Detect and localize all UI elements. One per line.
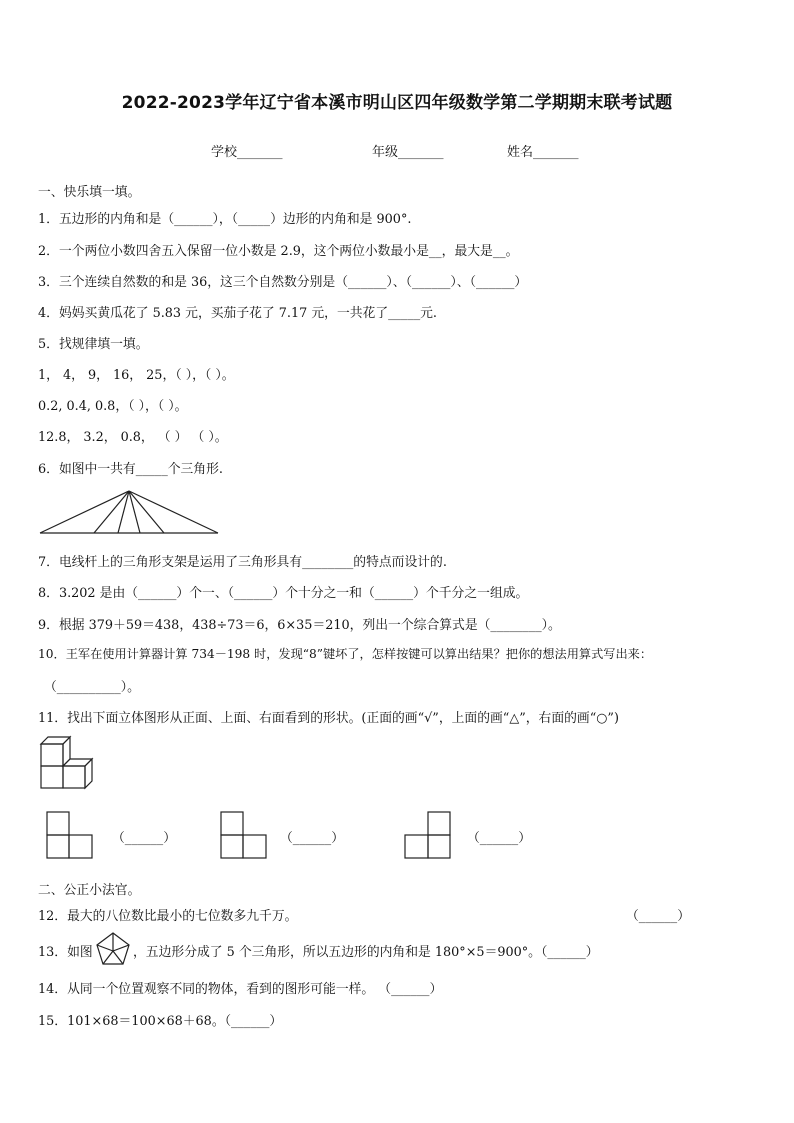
question-5: 5．找规律填一填。 xyxy=(38,337,149,352)
question-9: 9．根据 379＋59＝438，438÷73＝6，6×35＝210，列出一个综合算式是（________）。 xyxy=(38,618,561,633)
question-8: 8．3.202 是由（______）个一、（______）个十分之一和（______）个千分之一组成。 xyxy=(38,586,529,601)
triangle-figure xyxy=(38,487,220,535)
question-11: 11．找出下面立体图形从正面、上面、右面看到的形状。(正面的画“√”，上面的画“△”，右面的画“○”) xyxy=(38,711,619,726)
question-12-answer[interactable]: （______） xyxy=(626,909,690,924)
question-1: 1．五边形的内角和是（______），（_____）边形的内角和是 900°. xyxy=(38,212,412,227)
question-6: 6．如图中一共有_____个三角形. xyxy=(38,462,223,477)
question-4: 4．妈妈买黄瓜花了 5.83 元，买茄子花了 7.17 元，一共花了_____元. xyxy=(38,306,437,321)
section-2-heading: 二、公正小法官。 xyxy=(38,883,141,898)
question-2: 2．一个两位小数四舍五入保留一位小数是 2.9，这个两位小数最小是__，最大是__。 xyxy=(38,244,519,259)
question-5-row-1: 1， 4， 9， 16， 25，（ ），（ ）。 xyxy=(38,368,235,383)
pentagon-icon xyxy=(95,931,131,967)
question-5-row-3: 12.8， 3.2， 0.8， （ ） （ ）。 xyxy=(38,430,228,445)
name-field[interactable]: 姓名_______ xyxy=(507,145,579,160)
view-option-b xyxy=(219,810,269,860)
section-1-heading: 一、快乐填一填。 xyxy=(38,185,141,200)
page-title: 2022-2023学年辽宁省本溪市明山区四年级数学第二学期期末联考试题 xyxy=(121,93,673,113)
cube-solid-figure xyxy=(38,733,104,791)
grade-field[interactable]: 年级_______ xyxy=(372,145,444,160)
question-14: 14．从同一个位置观察不同的物体，看到的图形可能一样。 （______） xyxy=(38,982,443,997)
view-option-a xyxy=(45,810,95,860)
question-10: 10．王军在使用计算器计算 734－198 时，发现“8”键坏了，怎样按键可以算出结果？把你的想法用算式写出来： xyxy=(38,647,653,661)
question-3: 3．三个连续自然数的和是 36，这三个自然数分别是（______）、（______）、（______） xyxy=(38,275,528,290)
question-10-answer: （__________）。 xyxy=(44,680,140,695)
question-5-row-2: 0.2, 0.4, 0.8，（ ），（ ）。 xyxy=(38,399,188,414)
question-15: 15．101×68＝100×68＋68。（______） xyxy=(38,1014,283,1029)
question-13-prefix: 13．如图 xyxy=(38,945,93,960)
school-field[interactable]: 学校_______ xyxy=(211,145,283,160)
view-b-answer[interactable]: （______） xyxy=(280,831,344,846)
view-option-c xyxy=(403,810,453,860)
question-7: 7．电线杆上的三角形支架是运用了三角形具有________的特点而设计的. xyxy=(38,555,447,570)
view-c-answer[interactable]: （______） xyxy=(467,831,531,846)
view-a-answer[interactable]: （______） xyxy=(112,831,176,846)
question-13: ，五边形分成了 5 个三角形，所以五边形的内角和是 180°×5＝900°。（______） xyxy=(133,945,599,960)
question-12: 12．最大的八位数比最小的七位数多九千万。 xyxy=(38,909,298,924)
